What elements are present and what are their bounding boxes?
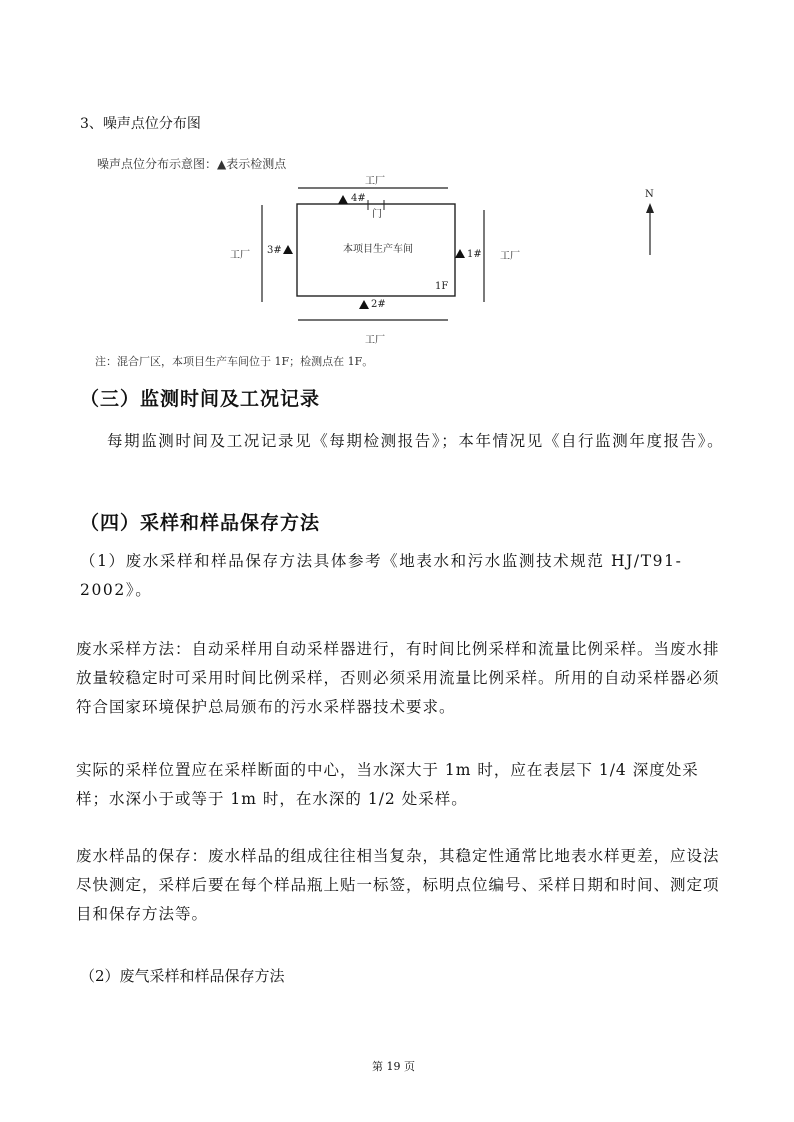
- north-arrow-icon: [646, 203, 654, 213]
- section4-item2: （2）废气采样和样品保存方法: [80, 967, 285, 985]
- sampling-position-paragraph: 实际的采样位置应在采样断面的中心，当水深大于 1m 时，应在表层下 1/4 深度处采样；水深小于或等于 1m 时，在水深的 1/2 处采样。: [76, 761, 699, 808]
- label-point-4: 4#: [351, 193, 366, 204]
- diagram-caption: 噪声点位分布示意图：▲表示检测点: [97, 157, 287, 171]
- triangle-icon-point-3: [283, 245, 293, 254]
- section-heading: 3、噪声点位分布图: [80, 116, 201, 132]
- section4-item1: （1）废水采样和样品保存方法具体参考《地表水和污水监测技术规范 HJ/T91-2002》。: [80, 552, 683, 599]
- diagram-note: 注：混合厂区，本项目生产车间位于 1F；检测点在 1F。: [95, 355, 374, 368]
- label-point-2: 2#: [371, 299, 386, 310]
- section4-heading: （四）采样和样品保存方法: [80, 512, 321, 534]
- noise-point-diagram: [0, 0, 794, 400]
- section3-paragraph: 每期监测时间及工况记录见《每期检测报告》；本年情况见《自行监测年度报告》。: [107, 432, 725, 450]
- label-factory-right: 工厂: [500, 251, 520, 262]
- sample-storage-paragraph: 废水样品的保存：废水样品的组成往往相当复杂，其稳定性通常比地表水样更差，应设法尽快测定，采样后要在每个样品瓶上贴一标签，标明点位编号、采样日期和时间、测定项目和保存方法等。: [76, 847, 720, 923]
- triangle-icon-point-2: [359, 300, 369, 309]
- triangle-icon-point-4: [338, 195, 348, 204]
- label-point-1: 1#: [467, 249, 482, 260]
- triangle-icon-point-1: [455, 249, 465, 258]
- label-gate: 门: [372, 209, 382, 220]
- label-factory-left: 工厂: [230, 250, 250, 261]
- label-floor: 1F: [435, 281, 449, 292]
- label-building: 本项目生产车间: [343, 244, 413, 255]
- sampling-method-paragraph: 废水采样方法：自动采样用自动采样器进行，有时间比例采样和流量比例采样。当废水排放量较稳定时可采用时间比例采样，否则必须采用流量比例采样。所用的自动采样器必须符合国家环境保护总局颁布的污水采样器技术要求。: [76, 640, 720, 716]
- page-number: 第 19 页: [372, 1060, 415, 1073]
- label-factory-bottom: 工厂: [365, 335, 385, 346]
- label-factory-top: 工厂: [365, 176, 385, 187]
- section3-heading: （三）监测时间及工况记录: [80, 388, 321, 410]
- label-north: N: [645, 189, 654, 200]
- label-point-3: 3#: [267, 245, 282, 256]
